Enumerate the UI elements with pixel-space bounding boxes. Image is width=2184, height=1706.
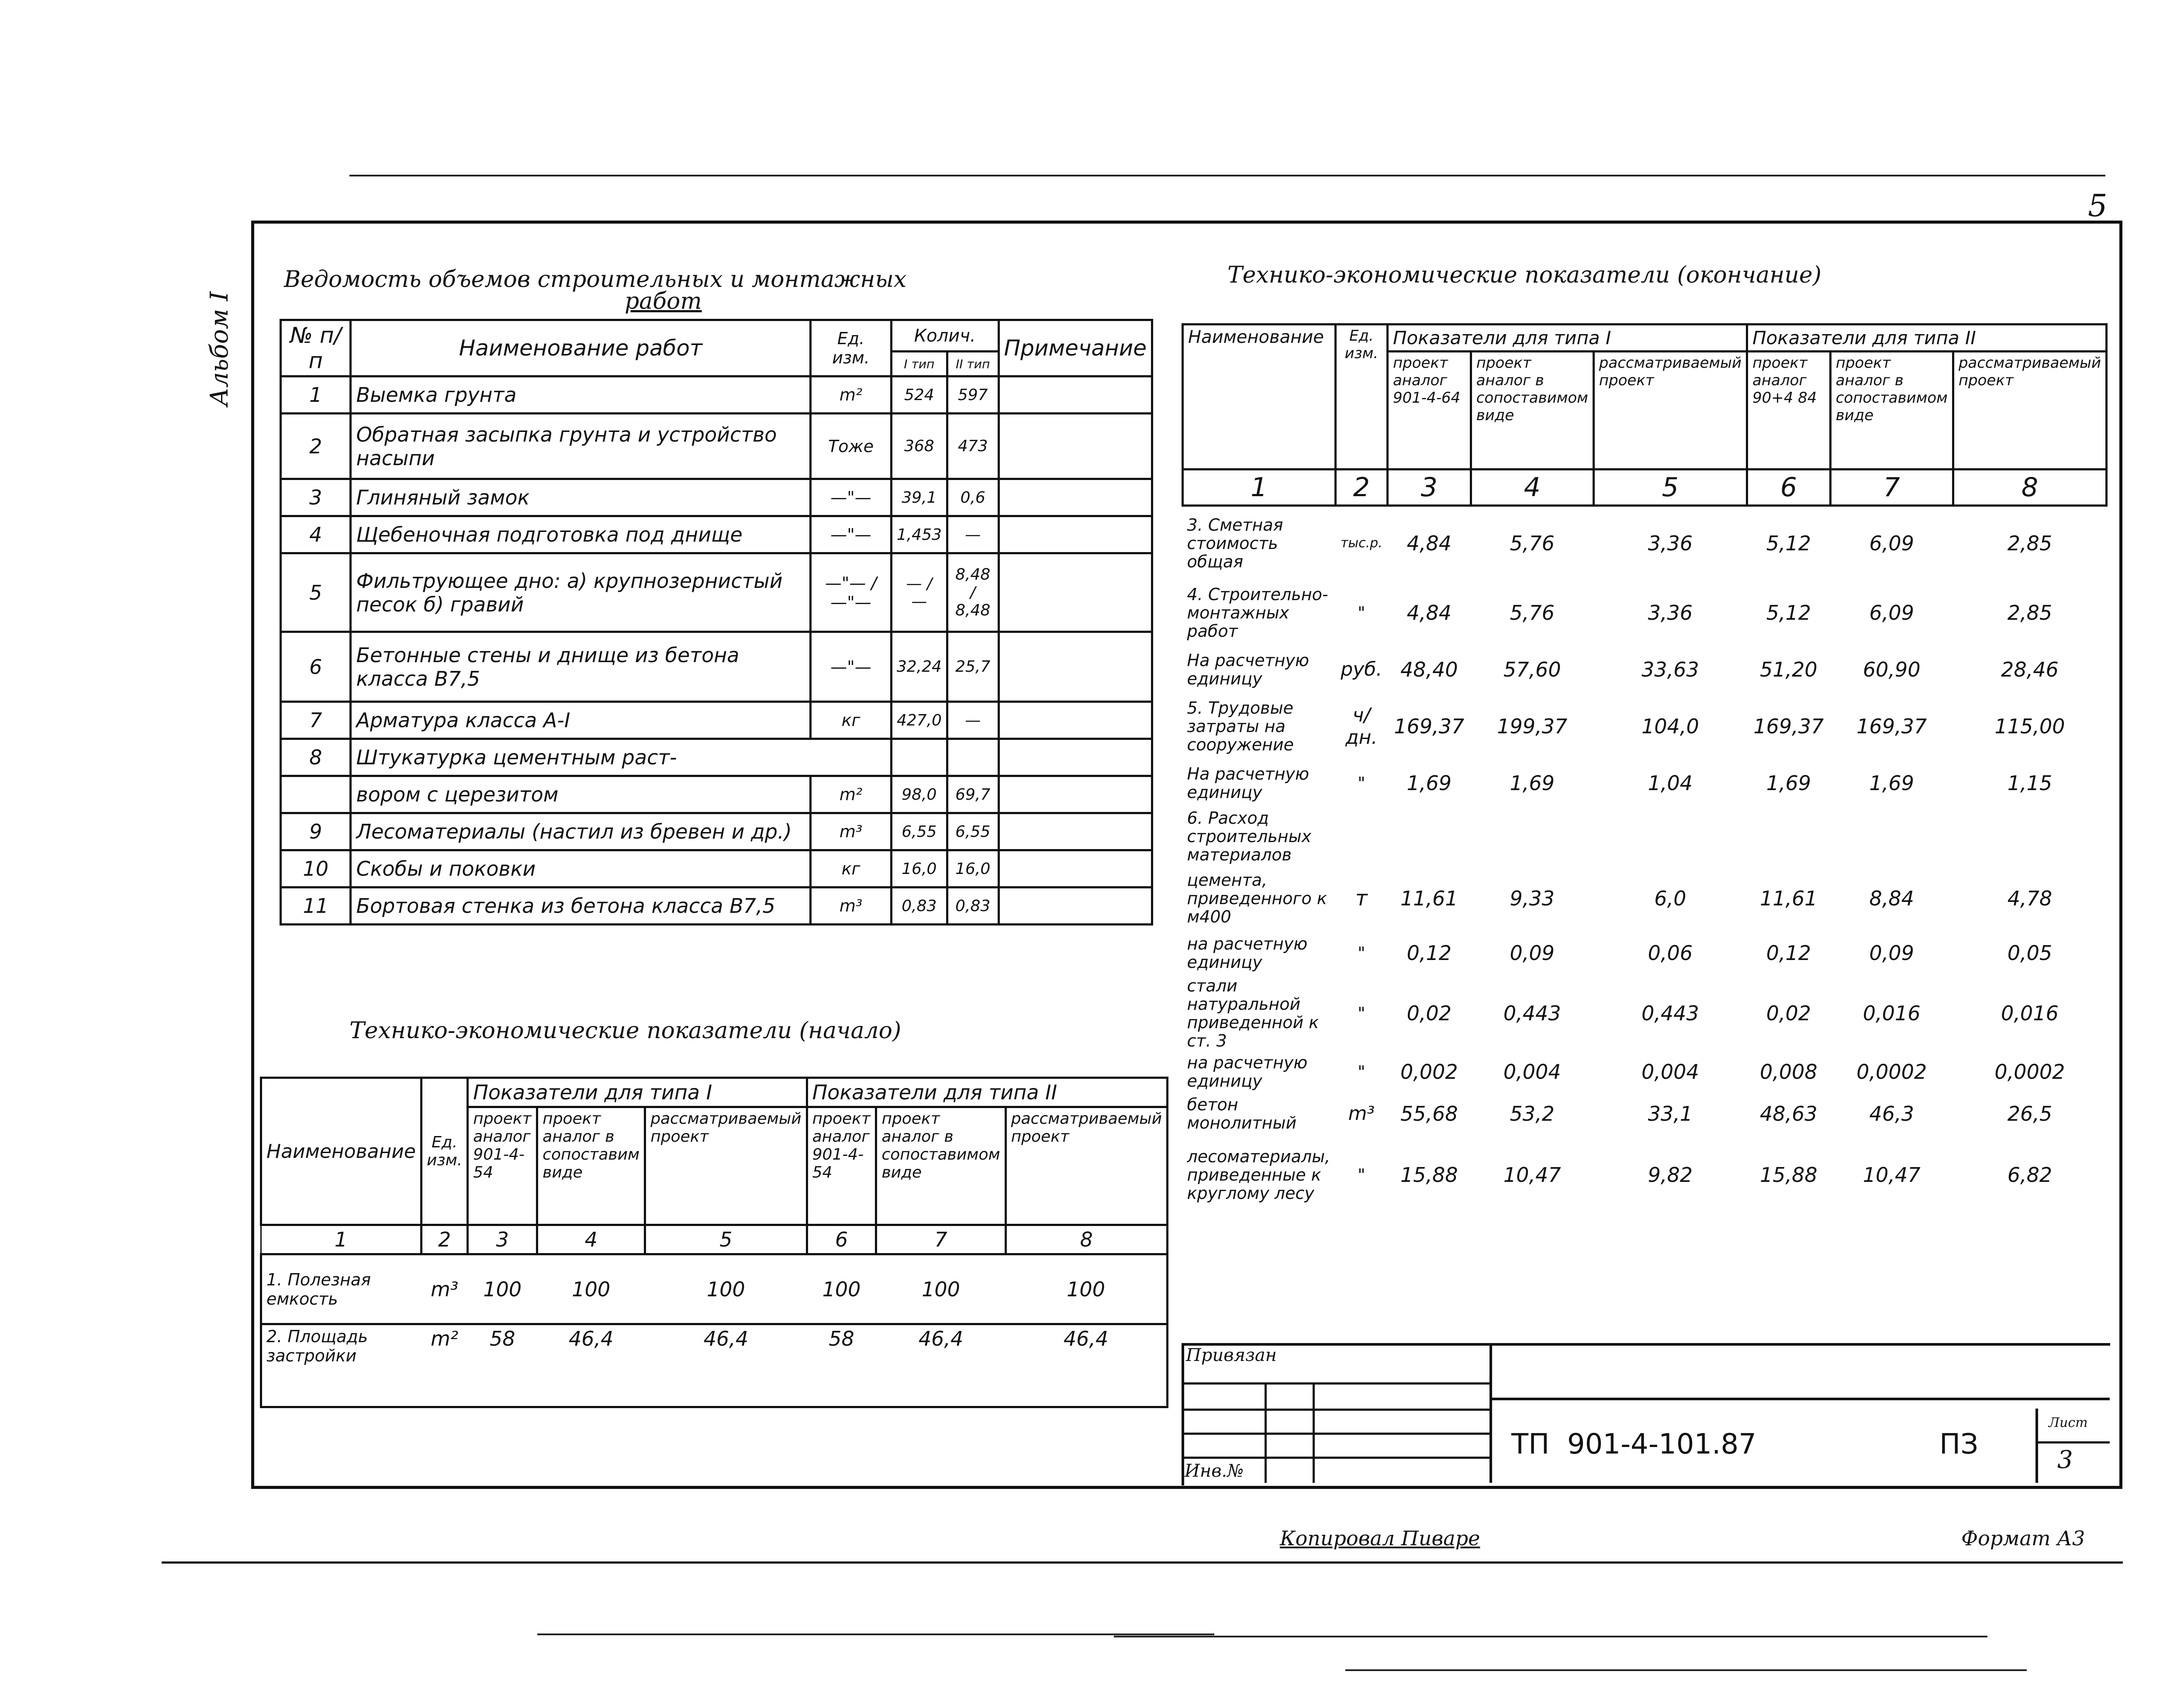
row-label: 5. Трудовые затраты на сооружение (1187, 698, 1294, 754)
row-unit: " (1358, 1003, 1365, 1023)
tep-start-title: Технико-экономические показатели (начало) (349, 1018, 902, 1044)
works-title-line2: работ (625, 288, 702, 314)
table-row (281, 850, 1152, 888)
tep-end-col3: проект аналог 901-4-64 (1387, 352, 1471, 470)
row-value: 0,12 (1406, 941, 1452, 965)
works-header-row (281, 320, 1152, 352)
table-row (1183, 694, 2107, 759)
row-label: бетон монолитный (1187, 1095, 1297, 1133)
stamp-line (1182, 1382, 1492, 1385)
cell-t2: — (947, 516, 999, 553)
row-label: на расчетную единицу (1187, 934, 1308, 972)
row-label: На расчетную единицу (1187, 650, 1310, 688)
row-value: 5,76 (1510, 531, 1555, 555)
tep-start-col4: проект аналог в сопоставим виде (537, 1107, 645, 1225)
tep-end-col-name: Наименование (1183, 325, 1336, 470)
table-row (281, 516, 1152, 553)
cell-unit: m³ (811, 888, 892, 925)
stamp-line (1489, 1343, 1492, 1483)
row-value: 55,68 (1400, 1102, 1458, 1126)
cell-no: 1 (281, 376, 351, 414)
cell-unit: m³ (811, 813, 892, 850)
row-value (1387, 807, 1471, 866)
row-unit: " (1358, 1062, 1365, 1081)
cell-t1: 524 (891, 376, 947, 414)
cell-t1: 0,83 (891, 888, 947, 925)
stamp-line (1182, 1409, 1492, 1411)
tep-start-table (260, 1077, 1168, 1408)
cell-t1: — / — (891, 553, 947, 632)
row-value: 4,84 (1406, 531, 1452, 555)
row-value: 1,04 (1648, 771, 1693, 795)
table-row (1183, 807, 2107, 866)
row-value: 1,69 (1869, 771, 1914, 795)
cell-no: 3 (281, 479, 351, 516)
row-label: стали натуральной приведенной к ст. 3 (1187, 976, 1319, 1050)
row-unit: " (1358, 943, 1365, 963)
row-value: 9,33 (1510, 886, 1555, 910)
table-row (261, 1254, 1168, 1324)
cell-note (999, 516, 1152, 553)
row-value: 57,60 (1503, 657, 1561, 681)
row-label: 6. Расход строительных материалов (1187, 808, 1312, 864)
cell-no: 7 (281, 702, 351, 739)
cell-note (999, 776, 1152, 813)
cell-unit: m² (811, 776, 892, 813)
table-row (281, 813, 1152, 850)
tep-end-title: Технико-экономические показатели (окончание) (1227, 262, 1821, 288)
cell-note (999, 479, 1152, 516)
cell-note (999, 414, 1152, 479)
cell-name: Обратная засыпка грунта и устройство насыпи (351, 414, 811, 479)
row-value: 0,016 (2001, 1001, 2059, 1025)
works-col-note: Примечание (999, 320, 1152, 376)
stamp-line (1313, 1382, 1315, 1483)
tep-start-col5: рассматриваемый проект (645, 1107, 807, 1225)
row-value: 3,36 (1648, 531, 1693, 555)
cell-no: 8 (281, 739, 351, 776)
row-value: 5,12 (1766, 531, 1811, 555)
row-unit (1335, 807, 1387, 866)
bottom-scan-line-3 (1114, 1636, 1987, 1637)
col-number: 5 (1593, 470, 1747, 506)
row-value: 15,88 (1759, 1163, 1818, 1187)
row-value: 100 (468, 1254, 537, 1324)
col-number: 8 (1006, 1225, 1167, 1254)
row-value: 1,69 (1406, 771, 1452, 795)
col-number: 7 (876, 1225, 1006, 1254)
row-value: 3,36 (1648, 601, 1693, 625)
cell-note (999, 632, 1152, 702)
row-label: на расчетную единицу (1187, 1053, 1308, 1091)
table-row (1183, 1136, 2107, 1214)
works-title (284, 266, 1158, 314)
table-row (1183, 1052, 2107, 1092)
cell-t2: 0,83 (947, 888, 999, 925)
cell-no (281, 776, 351, 813)
cell-t1: 98,0 (891, 776, 947, 813)
row-value: 100 (537, 1254, 645, 1324)
table-row (1183, 975, 2107, 1052)
col-number: 1 (261, 1225, 422, 1254)
row-value: 53,2 (1510, 1102, 1555, 1126)
side-note: Альбом I (205, 291, 234, 406)
row-value: 2,85 (2007, 531, 2053, 555)
row-label: 2. Площадь застройки (261, 1324, 422, 1407)
row-value: 0,002 (1400, 1060, 1458, 1084)
tep-start-group2: Показатели для типа II (807, 1078, 1167, 1107)
cell-name: Арматура класса А-I (351, 702, 811, 739)
tep-start-header-row (261, 1078, 1168, 1107)
row-value: 0,443 (1641, 1001, 1699, 1025)
stamp-line (1265, 1382, 1267, 1483)
table-row (1183, 646, 2107, 694)
row-value: 46,4 (876, 1324, 1006, 1407)
cell-t1: 39,1 (891, 479, 947, 516)
row-unit: " (1358, 773, 1365, 793)
row-value: 5,76 (1510, 601, 1555, 625)
cell-unit: кг (811, 850, 892, 888)
cell-unit: Тоже (811, 414, 892, 479)
cell-name: Штукатурка цементным раст- (351, 739, 891, 776)
top-scan-line (349, 175, 2105, 176)
row-value: 6,82 (2007, 1163, 2053, 1187)
table-row (261, 1324, 1168, 1407)
row-value: 199,37 (1497, 714, 1568, 738)
stamp-inv-label: Инв.№ (1185, 1461, 1244, 1481)
stamp-sheet-number: 3 (2057, 1446, 2073, 1474)
row-value: 0,008 (1759, 1060, 1818, 1084)
row-value: 0,02 (1766, 1001, 1811, 1025)
row-value: 26,5 (2007, 1102, 2053, 1126)
cell-t1: 16,0 (891, 850, 947, 888)
row-value: 1,69 (1510, 771, 1555, 795)
row-value (1953, 807, 2106, 866)
row-label: цемента, приведенного к м400 (1187, 870, 1327, 926)
row-value: 0,443 (1503, 1001, 1561, 1025)
cell-note (999, 376, 1152, 414)
row-unit: m² (421, 1324, 467, 1407)
tep-end-col7: проект аналог в сопоставимом виде (1830, 352, 1953, 470)
tep-end-group1: Показатели для типа I (1387, 325, 1747, 352)
row-value: 100 (1006, 1254, 1167, 1324)
row-unit: " (1358, 603, 1365, 622)
cell-unit: —"— (811, 632, 892, 702)
tep-start-col8: рассматриваемый проект (1006, 1107, 1167, 1225)
cell-t1: 6,55 (891, 813, 947, 850)
row-value: 169,37 (1856, 714, 1927, 738)
table-row (1183, 506, 2107, 580)
cell-t2: 0,6 (947, 479, 999, 516)
row-label: лесоматериалы, приведенные к круглому лесу (1187, 1147, 1330, 1203)
cell-name: вором с церезитом (351, 776, 811, 813)
row-value: 11,61 (1400, 886, 1458, 910)
stamp-sheet-label: Лист (2049, 1415, 2088, 1430)
table-row (281, 376, 1152, 414)
tep-end-col5: рассматриваемый проект (1593, 352, 1747, 470)
row-value (1471, 807, 1593, 866)
row-value: 0,02 (1406, 1001, 1452, 1025)
works-col-qty-t1: I тип (891, 352, 947, 376)
tep-end-header-row (1183, 325, 2107, 352)
cell-name: Фильтрующее дно: а) крупнозернистый песок б) гравий (351, 553, 811, 632)
cell-no: 9 (281, 813, 351, 850)
row-value: 0,09 (1869, 941, 1914, 965)
row-value (1747, 807, 1830, 866)
tep-end-col-unit: Ед. изм. (1335, 325, 1387, 470)
cell-name: Лесоматериалы (настил из бревен и др.) (351, 813, 811, 850)
works-col-name: Наименование работ (351, 320, 811, 376)
cell-no: 11 (281, 888, 351, 925)
cell-t2: — (947, 702, 999, 739)
cell-no: 4 (281, 516, 351, 553)
cell-name: Бортовая стенка из бетона класса В7,5 (351, 888, 811, 925)
tep-end-table (1182, 323, 2108, 1214)
table-row (1183, 931, 2107, 975)
title-block (1182, 1343, 2110, 1485)
row-unit: т (1355, 886, 1368, 911)
works-col-unit: Ед. изм. (811, 320, 892, 376)
cell-name: Бетонные стены и днище из бетона класса В7,5 (351, 632, 811, 702)
col-number: 2 (421, 1225, 467, 1254)
cell-unit: —"— / —"— (811, 553, 892, 632)
row-unit: руб. (1341, 658, 1382, 680)
table-row (281, 739, 1152, 776)
works-col-no: № п/п (281, 320, 351, 376)
row-value: 2,85 (2007, 601, 2053, 625)
row-value: 1,69 (1766, 771, 1811, 795)
works-col-qty-t2: II тип (947, 352, 999, 376)
row-unit: " (1358, 1165, 1365, 1185)
table-row (281, 702, 1152, 739)
col-number: 4 (1471, 470, 1593, 506)
row-unit: m³ (1348, 1102, 1375, 1125)
row-value: 48,63 (1759, 1102, 1818, 1126)
cell-name: Щебеночная подготовка под днище (351, 516, 811, 553)
cell-t1 (891, 739, 947, 776)
stamp-line (1489, 1398, 2110, 1400)
table-row (281, 414, 1152, 479)
row-value: 0,09 (1510, 941, 1555, 965)
cell-name: Выемка грунта (351, 376, 811, 414)
row-value: 100 (876, 1254, 1006, 1324)
row-value: 51,20 (1759, 657, 1818, 681)
row-value: 10,47 (1863, 1163, 1921, 1187)
row-value: 115,00 (1994, 714, 2065, 738)
works-table (280, 319, 1153, 926)
tep-start-col-numbers (261, 1225, 1168, 1254)
row-value: 0,016 (1863, 1001, 1921, 1025)
stamp-bound-label: Привязан (1186, 1345, 1277, 1365)
row-label: 1. Полезная емкость (261, 1254, 422, 1324)
cell-unit: —"— (811, 516, 892, 553)
row-label: 3. Сметная стоимость общая (1187, 515, 1283, 571)
footer-format: Формат А3 (1961, 1526, 2085, 1550)
col-number: 6 (807, 1225, 876, 1254)
row-value: 48,40 (1400, 657, 1458, 681)
row-value: 104,0 (1641, 714, 1699, 738)
row-value: 6,09 (1869, 531, 1914, 555)
col-number: 7 (1830, 470, 1953, 506)
row-label: На расчетную единицу (1187, 764, 1310, 802)
row-unit: ч/дн. (1345, 704, 1378, 749)
row-value: 60,90 (1863, 657, 1921, 681)
stamp-line (2035, 1409, 2038, 1483)
bottom-scan-line-4 (1345, 1669, 2027, 1671)
row-value: 100 (807, 1254, 876, 1324)
cell-t1: 32,24 (891, 632, 947, 702)
cell-no: 5 (281, 553, 351, 632)
row-value: 15,88 (1400, 1163, 1458, 1187)
stamp-line (1182, 1457, 1492, 1459)
table-row (281, 776, 1152, 813)
cell-note (999, 739, 1152, 776)
stamp-section: ПЗ (1939, 1428, 1979, 1461)
row-value (1593, 807, 1747, 866)
row-value: 169,37 (1753, 714, 1824, 738)
cell-t1: 1,453 (891, 516, 947, 553)
tep-end-col-numbers (1183, 470, 2107, 506)
cell-name: Глиняный замок (351, 479, 811, 516)
cell-t2: 8,48 / 8,48 (947, 553, 999, 632)
tep-start-col3: проект аналог 901-4-54 (468, 1107, 537, 1225)
col-number: 5 (645, 1225, 807, 1254)
cell-t2: 597 (947, 376, 999, 414)
row-value: 0,004 (1503, 1060, 1561, 1084)
table-row (281, 888, 1152, 925)
col-number: 8 (1953, 470, 2106, 506)
tep-end-group2: Показатели для типа II (1747, 325, 2106, 352)
stamp-line (2035, 1441, 2110, 1444)
row-value: 100 (645, 1254, 807, 1324)
tep-start-col-unit: Ед. изм. (421, 1078, 467, 1225)
cell-t2: 16,0 (947, 850, 999, 888)
table-row (281, 479, 1152, 516)
cell-t2: 473 (947, 414, 999, 479)
cell-note (999, 888, 1152, 925)
row-value: 4,84 (1406, 601, 1452, 625)
row-value: 169,37 (1394, 714, 1465, 738)
row-value: 8,84 (1869, 886, 1914, 910)
cell-t2: 69,7 (947, 776, 999, 813)
col-number: 3 (468, 1225, 537, 1254)
row-value: 28,46 (2001, 657, 2059, 681)
cell-note (999, 702, 1152, 739)
row-value: 0,05 (2007, 941, 2053, 965)
row-unit: тыс.р. (1340, 535, 1382, 551)
row-value: 0,12 (1766, 941, 1811, 965)
cell-t2 (947, 739, 999, 776)
row-value: 0,0002 (1994, 1060, 2065, 1084)
row-value: 58 (468, 1324, 537, 1407)
cell-no: 6 (281, 632, 351, 702)
row-value: 33,63 (1641, 657, 1699, 681)
cell-note (999, 850, 1152, 888)
cell-unit: кг (811, 702, 892, 739)
col-number: 2 (1335, 470, 1387, 506)
cell-t1: 368 (891, 414, 947, 479)
stamp-code: ТП 901-4-101.87 (1511, 1428, 1756, 1461)
cell-unit: m² (811, 376, 892, 414)
row-unit: m³ (421, 1254, 467, 1324)
row-value (1830, 807, 1953, 866)
table-row (281, 632, 1152, 702)
cell-t2: 6,55 (947, 813, 999, 850)
footer-copied: Копировал Пиваре (1280, 1526, 1480, 1550)
cell-unit: —"— (811, 479, 892, 516)
cell-name: Скобы и поковки (351, 850, 811, 888)
tep-end-col8: рассматриваемый проект (1953, 352, 2106, 470)
row-value: 46,3 (1869, 1102, 1914, 1126)
table-row (1183, 759, 2107, 807)
table-row (1183, 866, 2107, 931)
col-number: 6 (1747, 470, 1830, 506)
row-value: 33,1 (1648, 1102, 1693, 1126)
bottom-scan-line-2 (537, 1633, 1214, 1635)
tep-start-group1: Показатели для типа I (468, 1078, 807, 1107)
row-value: 10,47 (1503, 1163, 1561, 1187)
cell-note (999, 813, 1152, 850)
tep-start-col-name: Наименование (261, 1078, 422, 1225)
tep-start-col6: проект аналог 901-4-54 (807, 1107, 876, 1225)
row-value: 1,15 (2007, 771, 2053, 795)
table-row (1183, 580, 2107, 646)
row-value: 58 (807, 1324, 876, 1407)
row-value: 4,78 (2007, 886, 2053, 910)
col-number: 4 (537, 1225, 645, 1254)
row-value: 0,06 (1648, 941, 1693, 965)
col-number: 3 (1387, 470, 1471, 506)
cell-no: 2 (281, 414, 351, 479)
row-value: 0,004 (1641, 1060, 1699, 1084)
row-value: 46,4 (645, 1324, 807, 1407)
works-col-qty: Колич. (891, 320, 999, 352)
tep-start-col7: проект аналог в сопоставимом виде (876, 1107, 1006, 1225)
cell-t2: 25,7 (947, 632, 999, 702)
cell-t1: 427,0 (891, 702, 947, 739)
table-row (1183, 1092, 2107, 1136)
col-number: 1 (1183, 470, 1336, 506)
row-value: 5,12 (1766, 601, 1811, 625)
cell-note (999, 553, 1152, 632)
tep-end-col4: проект аналог в сопоставимом виде (1471, 352, 1593, 470)
row-value: 0,0002 (1856, 1060, 1927, 1084)
tep-end-col6: проект аналог 90+4 84 (1747, 352, 1830, 470)
table-row (281, 553, 1152, 632)
row-value: 11,61 (1759, 886, 1818, 910)
row-value: 6,09 (1869, 601, 1914, 625)
bottom-scan-line (162, 1561, 2123, 1564)
row-value: 6,0 (1654, 886, 1686, 910)
stamp-line (1182, 1433, 1492, 1435)
corner-mark: 5 (2088, 188, 2108, 224)
cell-no: 10 (281, 850, 351, 888)
row-value: 46,4 (537, 1324, 645, 1407)
row-label: 4. Строительно-монтажных работ (1187, 584, 1328, 641)
works-title-line1: Ведомость объемов строительных и монтажных (284, 266, 907, 293)
row-value: 9,82 (1648, 1163, 1693, 1187)
row-value: 46,4 (1006, 1324, 1167, 1407)
